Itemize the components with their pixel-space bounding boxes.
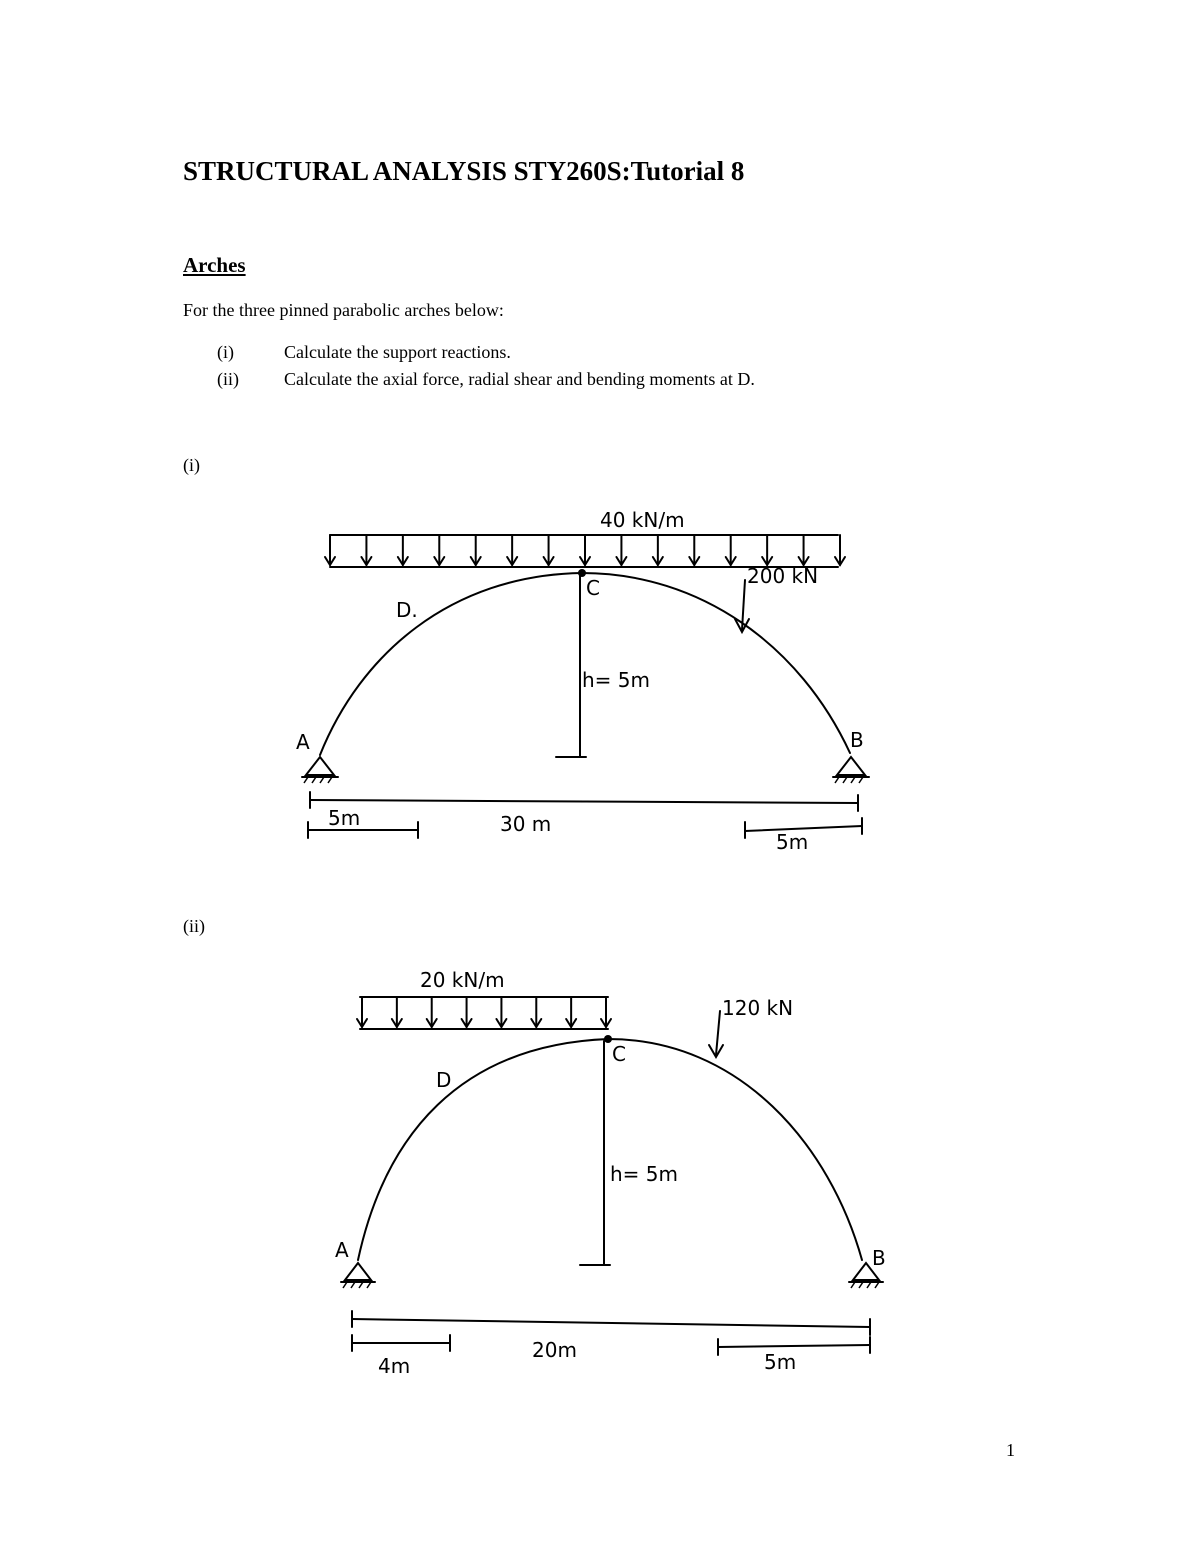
task-text: Calculate the support reactions.	[284, 342, 511, 362]
node-c-label: C	[612, 1042, 626, 1066]
node-a-label: A	[296, 730, 310, 754]
point-load-label: 200 kN	[747, 564, 819, 588]
task-number: (ii)	[217, 369, 239, 389]
node-a-label: A	[335, 1238, 349, 1262]
left-dim-label: 5m	[328, 806, 361, 830]
section-heading: Arches	[183, 253, 246, 277]
arch-diagram-1	[0, 495, 1200, 855]
span-dimension	[352, 1311, 870, 1335]
arch-curve	[358, 1039, 862, 1260]
task-text: Calculate the axial force, radial shear and bending moments at D.	[284, 369, 755, 389]
pin-support-a	[341, 1263, 375, 1288]
point-load-label: 120 kN	[722, 996, 794, 1020]
node-b-label: B	[850, 728, 864, 752]
page-number: 1	[1006, 1440, 1015, 1460]
page-title: STRUCTURAL ANALYSIS STY260S:Tutorial 8	[183, 156, 745, 186]
left-dimension	[308, 822, 418, 838]
left-dim-label: 4m	[378, 1354, 411, 1378]
udl-load	[325, 535, 845, 567]
node-d-label: D.	[396, 598, 418, 622]
task-number: (i)	[217, 342, 234, 362]
span-dimension	[310, 792, 858, 811]
right-dim-label: 5m	[776, 830, 809, 854]
crown-hinge	[604, 1035, 612, 1043]
node-b-label: B	[872, 1246, 886, 1270]
left-dimension	[352, 1335, 450, 1351]
udl-load	[357, 997, 611, 1029]
right-dim-label: 5m	[764, 1350, 797, 1374]
pin-support-a	[302, 757, 338, 783]
arch-diagram-2	[0, 955, 1200, 1385]
intro-text: For the three pinned parabolic arches below:	[183, 300, 504, 320]
udl-label: 40 kN/m	[600, 508, 685, 532]
point-load-arrow	[742, 580, 745, 630]
figure-label: (i)	[183, 455, 200, 475]
udl-label: 20 kN/m	[420, 968, 505, 992]
height-label: h= 5m	[610, 1162, 678, 1186]
pin-support-b	[833, 757, 869, 783]
node-c-label: C	[586, 576, 600, 600]
height-label: h= 5m	[582, 668, 650, 692]
point-load-arrow	[716, 1011, 720, 1055]
node-d-label: D	[436, 1068, 452, 1092]
span-label: 20m	[532, 1338, 577, 1362]
span-label: 30 m	[500, 812, 552, 836]
figure-label: (ii)	[183, 916, 205, 936]
